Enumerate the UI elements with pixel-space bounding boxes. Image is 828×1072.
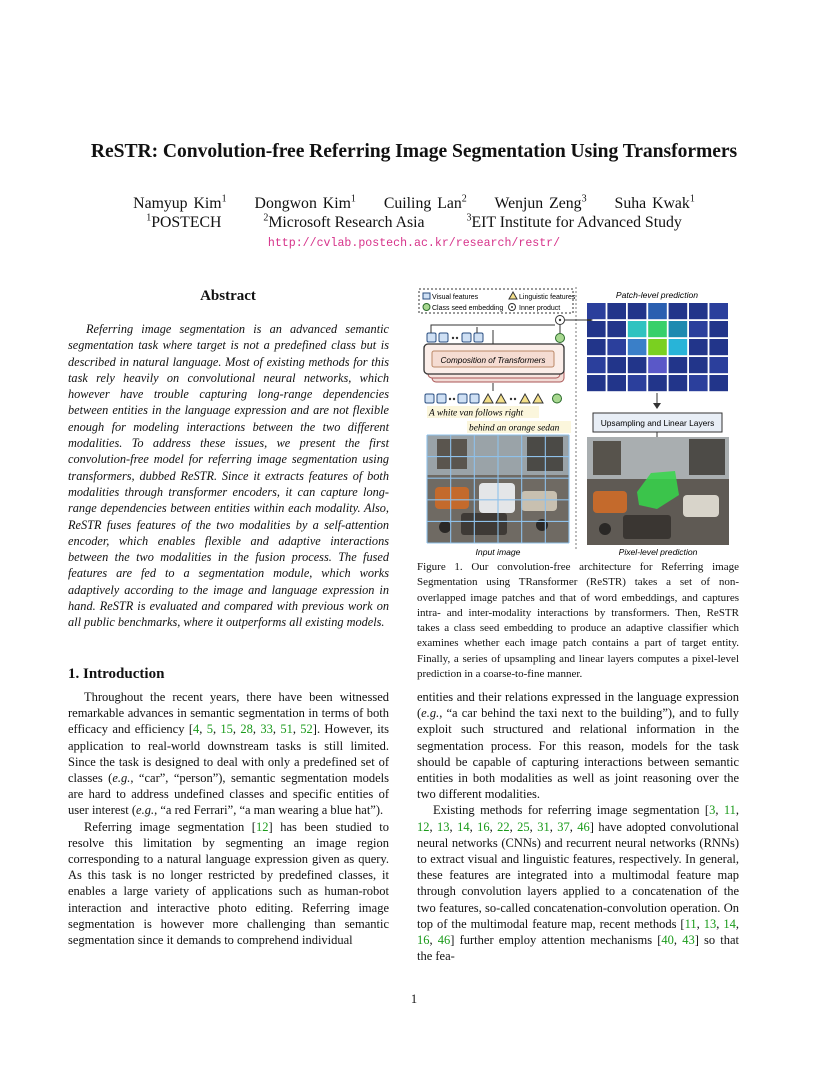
patch-cell [648,375,667,391]
patch-cell [628,339,647,355]
patch-cell [648,321,667,337]
patch-cell [669,375,688,391]
citation-link[interactable]: 28 [240,722,253,737]
architecture-diagram [417,287,739,559]
patch-level-heatmap [587,303,728,391]
paragraph: entities and their relations expressed in the language expression (e.g., “a car behind the taxi next to the building”), and to fully exploit such structured and relational information in the segmentation process. For this reason, models for the task should be capable of capturing interactions between semantic entities in both modalities as well as joint reasoning over the two different modalities. [417,690,739,802]
affiliation: $^1$POSTECH [146,212,222,231]
patch-cell [607,321,626,337]
abstract-heading: Abstract [200,288,256,304]
patch-cell [669,339,688,355]
citation-link[interactable]: 51 [280,722,293,737]
citation-link[interactable]: 5 [206,722,213,737]
patch-cell [689,321,708,337]
patch-cell [689,303,708,319]
paragraph: Referring image segmentation [12] has been studied to resolve this limitation by segmenting an image region corresponding to a natural language expression given as query. As this task is no longer restricted by predefined classes, it enables a large variety of applications such as human-robot interaction and interactive photo editing. Referring image segmentation is however more challenging than semantic segmentation since it demands to comprehend individual [68,819,389,948]
expression-line-1: A white van follows right [429,408,524,419]
citation-link[interactable]: 22 [497,819,510,834]
citation-link[interactable]: 14 [457,819,470,834]
abstract-text: Referring image segmentation is an advanced semantic segmentation task where target is not a predefined class but is described in natural language. Most of existing methods for this task rely heavily on convolutional neural networks, which however have trouble capturing long-range dependencies between entities in the language expression and are not flexible enough for modeling interactions between the two different modalities. To address these issues, we present the first convolution-free model for referring image segmentation using transformers, dubbed ReSTR. Since it extracts features of both modalities through transformer encoders, it can capture long-range dependencies between entities within each modality. Also, ReSTR fuses features of the two modalities by a self-attention encoder, which enables flexible and adaptive interactions between the two modalities in the fusion process. The fused features are fed to a segmentation module, which works adaptively according to the image and language expression in hand. ReSTR is evaluated and compared with previous work on all public benchmarks, where it outperforms all existing models. [68,322,389,630]
upsampling-label: Upsampling and Linear Layers [600,418,715,428]
citation-link[interactable]: 43 [682,933,695,948]
project-url-link[interactable]: http://cvlab.postech.ac.kr/research/restr/ [267,237,561,250]
patch-cell [587,357,606,373]
paragraph: Existing methods for referring image segmentation [3, 11, 12, 13, 14, 16, 22, 25, 31, 37, 46] have adopted convolutional neural networks (CNNs) and recurrent neural networks (RNNs) to extract visual and linguistic features, respectively. In general, these features are integrated into a multimodal feature map through convolution layers applied to a concatenation of the two features, so-called concatenation-convolution operation. On top of the multimodal feature map, recent methods [11, 13, 14, 16, 46] further employ attention mechanisms [40, 43] so that the fea- [417,803,740,964]
author: Cuiling Lan$^2$ [383,193,467,212]
citation-link[interactable]: 16 [417,933,430,948]
author: Wenjun Zeng$^3$ [494,193,587,212]
author: Namyup Kim$^1$ [133,193,227,212]
transformer-stack [424,344,564,382]
patch-cell [709,375,728,391]
citation-link[interactable]: 40 [661,933,674,948]
citation-link[interactable]: 46 [437,933,451,948]
patch-cell [607,357,626,373]
patch-cell [607,375,626,391]
pixel-level-image [587,437,729,545]
paragraph: Throughout the recent years, there have been witnessed remarkable advances in semantic segmentation in terms of both efficacy and efficiency [4, 5, 15, 28, 33, 51, 52]. However, its application to real-world downstream tasks is still limited. Since the task is designed to deal with only a predefined set of classes (e.g., “car”, “person”), semantic segmentation models are hard to address undefined classes and specific entities of user interest (e.g., “a red Ferrari”, “a man wearing a blue hat”). [68,690,390,818]
affiliation: $^2$Microsoft Research Asia [263,212,425,231]
patch-cell [628,321,647,337]
patch-cell [648,303,667,319]
patch-cell [607,339,626,355]
patch-level-label: Patch-level prediction [615,290,699,300]
legend-inner: Inner product [519,305,561,312]
patch-cell [709,303,728,319]
author: Dongwon Kim$^1$ [254,193,356,212]
figure-architecture [417,287,739,559]
citation-link[interactable]: 16 [477,819,490,834]
patch-cell [587,339,606,355]
citation-link[interactable]: 4 [192,722,200,737]
citation-link[interactable]: 14 [723,916,736,931]
patch-cell [587,321,606,337]
patch-cell [709,339,728,355]
patch-cell [587,303,606,319]
affiliation: $^3$EIT Institute for Advanced Study [466,212,682,231]
legend-seed: Class seed embedding [432,305,504,312]
citation-link[interactable]: 13 [437,819,450,834]
citation-link[interactable]: 52 [300,722,313,737]
composition-label: Composition of Transformers [440,356,546,365]
author: Suha Kwak$^1$ [614,193,695,212]
linguistic-feature-icon [509,292,517,299]
section-heading: 1. Introduction [68,666,165,682]
patch-cell [628,303,647,319]
patch-cell [709,357,728,373]
patch-cell [669,357,688,373]
expression-line-2: behind an orange sedan [469,423,560,434]
page-number: 1 [410,992,418,1006]
paper-title: ReSTR: Convolution-free Referring Image Segmentation Using Transformers [90,141,738,162]
output-features-row [427,316,593,343]
patch-cell [689,339,708,355]
citation-link[interactable]: 25 [517,819,530,834]
patch-cell [648,357,667,373]
citation-link[interactable]: 46 [577,819,590,834]
input-image-label: Input image [475,547,521,557]
input-image [427,435,569,543]
pixel-level-label: Pixel-level prediction [618,547,698,557]
patch-cell [669,303,688,319]
citation-link[interactable]: 11 [723,803,736,818]
patch-cell [709,321,728,337]
patch-cell [669,321,688,337]
citation-link[interactable]: 12 [417,819,430,834]
patch-cell [607,303,626,319]
citation-link[interactable]: 33 [260,722,273,737]
patch-cell [689,357,708,373]
affiliation-list [0,214,828,232]
patch-cell [628,357,647,373]
patch-cell [628,375,647,391]
citation-link[interactable]: 12 [255,819,269,834]
intro-right-column [417,689,739,964]
legend-visual: Visual features [432,294,479,301]
citation-link[interactable]: 15 [220,722,233,737]
citation-link[interactable]: 13 [703,916,717,931]
seed-embedding-icon [423,304,430,311]
citation-link[interactable]: 37 [557,819,570,834]
intro-left-column [68,689,389,948]
patch-cell [648,339,667,355]
patch-cell [689,375,708,391]
citation-link[interactable]: 3 [709,803,716,818]
patch-cell [587,375,606,391]
visual-feature-icon [423,293,430,299]
author-list [0,195,828,213]
citation-link[interactable]: 31 [537,819,550,834]
figure-caption: Figure 1. Our convolution-free architecture for Referring image Segmentation using TRansformer (ReSTR) takes a set of non-overlapped image patches and that of word embeddings, and captures intra- and inter-modality interactions by transformers. Then, ReSTR takes a class seed embedding to produce an adaptive classifier which examines whether each image patch contains a part of target entity. Finally, a series of upsampling and linear layers computes a pixel-level prediction in a coarse-to-fine manner. [417,561,739,681]
legend-linguistic: Linguistic features [519,294,576,301]
citation-link[interactable]: 11 [684,916,697,931]
